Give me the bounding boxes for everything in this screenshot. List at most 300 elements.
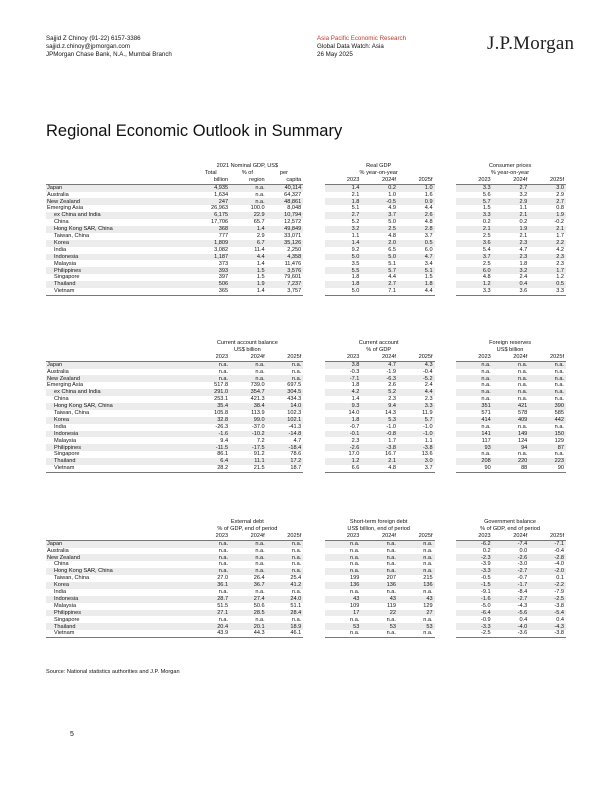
table-cell: 43 [398, 596, 435, 603]
table-cell: 3.0 [398, 458, 435, 465]
table-cell: 1.0 [388, 191, 396, 198]
table-cell: -0.5 [361, 198, 398, 205]
table-cell: 3.0 [529, 184, 566, 191]
table-cell: -3.8 [398, 444, 435, 451]
table-cell: 1.9 [529, 212, 566, 219]
column-gap [303, 417, 325, 424]
table-cell: n.a. [230, 198, 267, 205]
table-cell: -0.8 [361, 431, 398, 438]
table-cell: 6.7 [230, 240, 267, 247]
table-cell: -2.7 [493, 596, 530, 603]
table-cell: 18.9 [267, 623, 304, 630]
table-cell: 7.1 [361, 288, 398, 295]
row-label: Hong Kong SAR, China [46, 226, 193, 233]
table-cell: 1.4 [351, 396, 360, 403]
table-cell: 2.1 [351, 191, 360, 198]
table-cell: 28.7 [193, 596, 230, 603]
table-cell: 2.3 [493, 240, 530, 247]
table-cell: 5.1 [388, 260, 396, 267]
table-cell: n.a. [350, 616, 360, 623]
year-header: 2024f [361, 177, 398, 184]
column-gap [303, 554, 325, 561]
report-date: 26 May 2025 [317, 51, 353, 58]
table-cell: 3,576 [267, 267, 304, 274]
table-cell: 0.9 [398, 198, 435, 205]
table-cell: 44.3 [230, 630, 267, 637]
table-row [46, 184, 566, 191]
table-cell: -26.3 [215, 423, 229, 430]
table-cell: 150 [529, 431, 566, 438]
table-cell: 43.9 [193, 630, 230, 637]
table-cell: 27.1 [193, 610, 230, 617]
table-cell: 354.7 [230, 389, 267, 396]
table-row [46, 267, 566, 274]
table-row [46, 254, 566, 261]
table-cell: n.a. [529, 361, 566, 368]
table-cell: 27.4 [230, 596, 267, 603]
table-cell: 9.2 [351, 246, 360, 253]
table-cell: n.a. [193, 361, 230, 368]
table-cell: 5.4 [482, 246, 491, 253]
table-cell: -0.7 [517, 575, 528, 582]
row-label: Malaysia [54, 602, 77, 609]
table-cell: n.a. [481, 396, 491, 403]
table-cell: 117 [481, 437, 491, 444]
table-cell: 2.7 [325, 212, 362, 219]
table-cell: n.a. [423, 547, 433, 554]
table-cell: 5.7 [361, 267, 398, 274]
table-cell: -1.6 [193, 431, 230, 438]
table-cell: 368 [193, 226, 230, 233]
table-cell: 2.5 [482, 260, 491, 267]
year-header: 2024f [493, 533, 530, 540]
column-gap [303, 444, 325, 451]
table-cell: 3,757 [267, 288, 304, 295]
table-row [46, 444, 566, 451]
table-cell: n.a. [267, 554, 304, 561]
table-cell: 1.8 [398, 281, 435, 288]
column-gap [303, 451, 325, 458]
column-gap [303, 288, 325, 295]
column-gap [435, 548, 457, 555]
table-cell: 6.5 [388, 246, 396, 253]
column-gap [435, 554, 457, 561]
table-cell: n.a. [398, 568, 435, 575]
row-label: Japan [46, 540, 193, 547]
table-cell: n.a. [267, 375, 304, 382]
table-cell: n.a. [398, 554, 435, 561]
table-cell: -6.4 [456, 610, 493, 617]
table-cell: 3.2 [493, 267, 530, 274]
table-cell: 390 [529, 403, 566, 410]
table-cell: n.a. [325, 554, 362, 561]
table-cell: -1.6 [456, 596, 493, 603]
table-cell: 5.3 [361, 417, 398, 424]
group-header-short-term-debt: Short-term foreign debt [349, 519, 408, 526]
table-cell: 1.4 [230, 226, 267, 233]
row-label: Malaysia [54, 437, 77, 444]
table-row [46, 589, 566, 596]
table-cell: 2.9 [556, 191, 564, 198]
table-cell: 2.0 [361, 240, 398, 247]
table-cell: n.a. [230, 554, 267, 561]
year-header: 2023 [456, 354, 493, 361]
author-entity: JPMorgan Chase Bank, N.A., Mumbai Branch [46, 51, 172, 58]
table-cell: 11.4 [254, 246, 265, 253]
table-cell: 3.7 [361, 212, 398, 219]
table-cell: -5.0 [481, 602, 491, 609]
table-cell: 7.2 [256, 437, 265, 444]
table-cell: 2.3 [388, 396, 396, 403]
table-cell: 50.6 [253, 602, 265, 609]
table-cell: -2.2 [529, 582, 566, 589]
table-cell: n.a. [255, 547, 265, 554]
column-gap [435, 403, 457, 410]
table-cell: 1.1 [351, 233, 360, 240]
table-cell: 3.5 [351, 260, 360, 267]
table-cell: 421 [493, 403, 530, 410]
group-header-government-balance: Government balance [484, 519, 536, 526]
column-gap [303, 603, 325, 610]
table-cell: 2.1 [361, 458, 398, 465]
table-cell: 88 [493, 465, 530, 472]
table-cell: 24.0 [267, 596, 304, 603]
column-gap [303, 548, 325, 555]
column-gap [303, 382, 325, 389]
row-label: China [54, 219, 69, 226]
table-cell: n.a. [423, 616, 433, 623]
column-gap [435, 575, 457, 582]
table-cell: 2.7 [529, 198, 566, 205]
table-cell: 4.2 [556, 246, 564, 253]
table-cell: -1.0 [386, 423, 396, 430]
table-cell: 5.1 [398, 267, 435, 274]
table-cell: 6.0 [424, 246, 433, 253]
table-cell: n.a. [423, 589, 433, 596]
table-row [46, 281, 566, 288]
column-gap [435, 630, 457, 637]
table-cell: 0.8 [556, 205, 564, 212]
column-gap [435, 540, 457, 547]
table-cell: -41.3 [288, 423, 302, 430]
group-subheader-government-balance: % of GDP, end of period [480, 526, 540, 533]
table-row [46, 226, 566, 233]
table-cell: n.a. [398, 630, 435, 637]
row-label: Australia [47, 368, 69, 375]
page-title: Regional Economic Outlook in Summary [46, 122, 343, 140]
table-cell: -1.7 [493, 582, 530, 589]
table-cell: 397 [218, 274, 229, 281]
table-cell: 28.5 [230, 610, 267, 617]
table-cell: 119 [387, 602, 396, 609]
table-cell: 2.1 [493, 212, 530, 219]
table-cell: 2.6 [388, 382, 396, 389]
column-gap [303, 267, 325, 274]
row-label: Australia [47, 547, 69, 554]
table-cell: 1.1 [424, 437, 433, 444]
table-cell: n.a. [554, 396, 564, 403]
subhead-region: region [230, 177, 267, 184]
table-cell: 0.2 [519, 219, 528, 226]
table-cell: -6.2 [456, 540, 493, 547]
table-cell: -4.0 [493, 623, 530, 630]
table-cell: 4.4 [398, 389, 435, 396]
column-gap [303, 437, 325, 444]
table-cell: -2.3 [456, 554, 493, 561]
table-cell: 53 [361, 623, 398, 630]
table-row [46, 596, 566, 603]
column-gap [303, 431, 325, 438]
table-cell: 442 [529, 417, 566, 424]
table-cell: 12,572 [284, 219, 302, 226]
table-cell: n.a. [456, 361, 493, 368]
table-cell: 3.3 [529, 288, 566, 295]
table-cell: 3.4 [424, 260, 433, 267]
table-cell: -1.9 [386, 368, 396, 375]
year-header: 2025f [529, 177, 566, 184]
table-cell: n.a. [291, 589, 302, 596]
row-label: Korea [46, 240, 193, 247]
table-cell: n.a. [361, 554, 398, 561]
table-cell: 17 [325, 610, 362, 617]
table-cell: n.a. [361, 568, 398, 575]
table-row [46, 451, 566, 458]
table-cell: n.a. [386, 589, 396, 596]
table-cell: 3.2 [519, 191, 528, 198]
table-cell: 3.3 [456, 184, 493, 191]
column-gap [435, 610, 457, 617]
table-cell: 0.5 [529, 281, 566, 288]
table-cell: -3.8 [554, 602, 564, 609]
table-cell: 1.0 [398, 184, 435, 191]
row-label: China [54, 561, 69, 568]
column-gap [303, 260, 325, 267]
table-cell: 434.3 [287, 396, 302, 403]
year-header: 2025f [398, 533, 435, 540]
table-cell: n.a. [325, 630, 362, 637]
table-cell: 26.4 [253, 575, 265, 582]
table-cell: 21.5 [230, 465, 267, 472]
year-header: 2024f [230, 533, 267, 540]
year-header: 2023 [456, 177, 493, 184]
table-row [46, 623, 566, 630]
table-cell: 65.7 [253, 219, 265, 226]
table-cell: -9.1 [481, 589, 491, 596]
table-cell: n.a. [517, 382, 528, 389]
table-cell: n.a. [193, 540, 230, 547]
table-cell: 100.0 [250, 205, 265, 212]
column-gap [303, 582, 325, 589]
table-cell: -2.5 [529, 596, 566, 603]
table-cell: n.a. [255, 616, 265, 623]
table-cell: n.a. [350, 561, 360, 568]
table-row [46, 396, 566, 403]
table-cell: 1.8 [325, 198, 362, 205]
table-cell: 2.3 [424, 396, 433, 403]
column-gap [435, 375, 457, 382]
table-cell: 2.3 [556, 260, 564, 267]
table-cell: 78.6 [290, 451, 302, 458]
table-cell: 223 [529, 458, 566, 465]
table-cell: 199 [350, 575, 360, 582]
column-gap [303, 369, 325, 376]
table-cell: 2.3 [493, 254, 530, 261]
table-row [46, 233, 566, 240]
table-cell: n.a. [350, 589, 360, 596]
table-cell: n.a. [456, 389, 493, 396]
table-cell: 14.0 [348, 410, 360, 417]
row-label: Thailand [46, 623, 193, 630]
table-cell: 17.0 [348, 451, 360, 458]
table-cell: 6,175 [193, 212, 230, 219]
table-cell: 409 [493, 417, 530, 424]
group-subheader-short-term-debt: US$ billion, end of period [347, 526, 410, 533]
column-gap [435, 417, 457, 424]
table-cell: n.a. [255, 368, 265, 375]
table-cell: 739.0 [250, 382, 265, 389]
row-label: Malaysia [54, 260, 77, 267]
table-cell: n.a. [361, 630, 398, 637]
table-cell: 40,114 [267, 184, 304, 191]
table-cell: n.a. [517, 368, 528, 375]
column-gap [303, 184, 325, 191]
year-header: 2024f [493, 354, 530, 361]
table-cell: 215 [423, 575, 433, 582]
table-cell: 2.6 [398, 212, 435, 219]
column-gap [435, 254, 457, 261]
table-cell: 5.0 [325, 288, 362, 295]
table-cell: n.a. [529, 389, 566, 396]
table-cell: 2,250 [287, 246, 302, 253]
column-gap [303, 458, 325, 465]
table-cell: -5.6 [493, 610, 530, 617]
table-cell: -0.7 [349, 423, 360, 430]
group-subheader-current-account-balance: US$ billion [234, 347, 261, 354]
table-cell: 1.8 [351, 382, 360, 389]
table-row [46, 288, 566, 295]
table-cell: n.a. [218, 368, 229, 375]
group-subheader-foreign-reserves: US$ billion [496, 347, 524, 354]
column-gap [303, 596, 325, 603]
year-header: 2025f [267, 533, 304, 540]
table-cell: 5.7 [398, 417, 435, 424]
row-label: Taiwan, China [54, 410, 90, 417]
column-gap [435, 382, 457, 389]
table-cell: -2.6 [325, 444, 362, 451]
table-cell: 22 [361, 610, 398, 617]
column-gap [435, 205, 457, 212]
table-cell: 87 [529, 444, 566, 451]
table-cell: 1.8 [325, 281, 362, 288]
column-gap [303, 610, 325, 617]
table-cell: 0.0 [519, 547, 528, 554]
table-cell: 38.4 [230, 403, 267, 410]
column-gap [435, 267, 457, 274]
column-gap [435, 288, 457, 295]
table-cell: n.a. [193, 568, 230, 575]
group-header-current-account-balance: Current account balance [216, 340, 278, 347]
table-cell: 2.7 [493, 184, 530, 191]
column-gap [303, 233, 325, 240]
table-cell: 129 [423, 602, 433, 609]
table-cell: 36.7 [230, 582, 267, 589]
table-cell: n.a. [255, 191, 265, 198]
table-cell: 79,601 [284, 274, 302, 281]
column-gap [303, 568, 325, 575]
table-cell: 4.7 [293, 437, 302, 444]
column-gap [303, 205, 325, 212]
table-cell: 4.8 [361, 465, 398, 472]
column-gap [435, 431, 457, 438]
column-gap [303, 540, 325, 547]
table-cell: n.a. [386, 616, 396, 623]
table-cell: -11.5 [193, 444, 230, 451]
table-cell: 1,809 [193, 240, 230, 247]
group-subheader-consumer-prices: % year-on-year [490, 170, 530, 177]
group-subheader-current-account: % of GDP [366, 347, 392, 354]
row-label: Philippines [46, 267, 193, 274]
column-gap [435, 561, 457, 568]
table-cell: 0.2 [482, 219, 491, 226]
table-cell: 136 [325, 582, 362, 589]
column-gap [435, 212, 457, 219]
table-row [46, 458, 566, 465]
table-cell: n.a. [361, 540, 398, 547]
row-label: Vietnam [46, 465, 193, 472]
table-row [46, 616, 566, 623]
table-row [46, 575, 566, 582]
source-note: Source: National statistics authorities and J.P. Morgan [46, 669, 180, 675]
table-cell: -7.4 [493, 540, 530, 547]
author-email[interactable]: sajjid.z.chinoy@jpmorgan.com [46, 43, 131, 50]
table-cell: n.a. [481, 451, 491, 458]
table-cell: 35,126 [267, 240, 304, 247]
table-cell: 4,935 [193, 184, 230, 191]
table-cell: 208 [456, 458, 493, 465]
table-cell: 3.3 [456, 288, 493, 295]
column-gap [435, 568, 457, 575]
row-label: Indonesia [46, 254, 193, 261]
row-label: ex China and India [46, 212, 193, 219]
column-gap [303, 589, 325, 596]
table-row [46, 240, 566, 247]
column-gap [303, 274, 325, 281]
column-gap [435, 274, 457, 281]
row-label: Japan [46, 361, 193, 368]
year-header: 2023 [193, 533, 230, 540]
table-row [46, 582, 566, 589]
column-gap [435, 396, 457, 403]
row-label: Korea [46, 582, 193, 589]
table-cell: 585 [554, 410, 564, 417]
table-cell: 2.4 [519, 274, 528, 281]
row-label: India [54, 246, 67, 253]
table-cell: n.a. [230, 184, 267, 191]
group-header-external-debt: External debt [230, 519, 264, 526]
table-cell: n.a. [481, 423, 491, 430]
table-cell: 1.1 [519, 205, 528, 212]
column-gap [435, 198, 457, 205]
column-gap [435, 247, 457, 254]
table-cell: -3.9 [481, 561, 491, 568]
table-cell: 3.7 [456, 254, 493, 261]
table-cell: 6.0 [456, 267, 493, 274]
table-cell: 1.5 [230, 267, 267, 274]
row-label: ex China and India [46, 389, 193, 396]
table-row [46, 389, 566, 396]
table-cell: 28.4 [267, 610, 304, 617]
table-cell: 0.1 [556, 575, 564, 582]
